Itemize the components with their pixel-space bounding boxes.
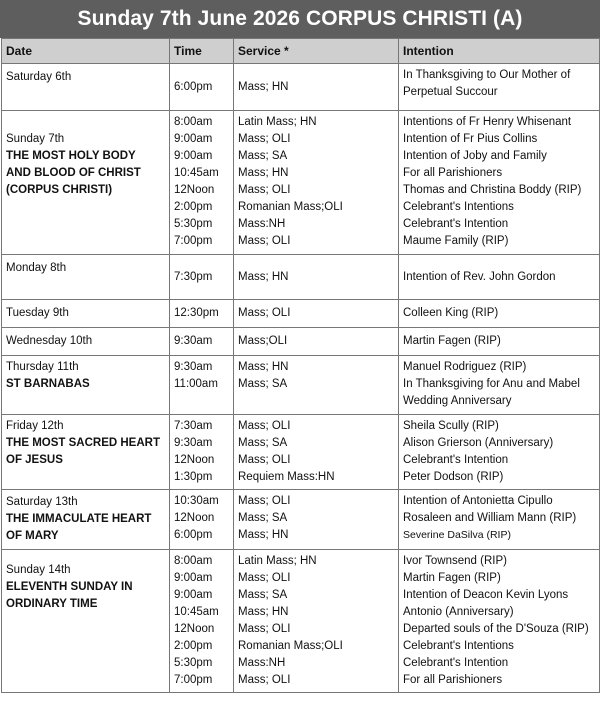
column-header-date: Date	[2, 39, 170, 64]
time-entry: 7:00pm	[174, 235, 213, 247]
time-entry: 12Noon	[174, 512, 215, 524]
intention-cell	[399, 415, 600, 490]
intention-entry: Peter Dodson (RIP)	[403, 471, 504, 483]
service-entry: Mass;OLI	[238, 335, 288, 347]
day-row	[2, 64, 600, 111]
date-cell	[2, 111, 170, 255]
time-entry: 2:00pm	[174, 640, 213, 652]
service-cell	[234, 328, 399, 356]
service-cell	[234, 255, 399, 300]
time-entry: 8:00am	[174, 555, 213, 567]
day-row	[2, 300, 600, 328]
intention-cell	[399, 328, 600, 356]
date-label: Thursday 11th	[6, 361, 79, 373]
time-entry: 8:00am	[174, 116, 213, 128]
intention-entry: Celebrant's Intention	[403, 218, 509, 230]
service-entry: Mass; SA	[238, 512, 288, 524]
time-entry: 10:45am	[174, 606, 219, 618]
feast-name: OF MARY	[6, 530, 59, 542]
date-label: Sunday 7th	[6, 133, 65, 145]
date-cell	[2, 550, 170, 693]
intention-entry: Intention of Deacon Kevin Lyons	[403, 589, 569, 601]
service-entry: Mass; HN	[238, 80, 289, 93]
intention-cell	[399, 255, 600, 300]
service-entry: Romanian Mass;OLI	[238, 640, 343, 652]
time-cell	[170, 415, 234, 490]
service-entry: Mass; HN	[238, 270, 289, 283]
day-row	[2, 550, 600, 693]
time-entry: 9:30am	[174, 335, 213, 347]
service-entry: Romanian Mass;OLI	[238, 201, 343, 213]
feast-name: THE IMMACULATE HEART	[6, 513, 152, 525]
time-entry: 10:30am	[174, 495, 219, 507]
time-entry: 12Noon	[174, 184, 215, 196]
service-cell	[234, 415, 399, 490]
service-entry: Mass; OLI	[238, 307, 291, 319]
intention-entry: Manuel Rodriguez (RIP)	[403, 361, 527, 373]
service-entry: Mass; HN	[238, 606, 289, 618]
intention-entry: Rosaleen and William Mann (RIP)	[403, 512, 577, 524]
time-entry: 7:00pm	[174, 674, 213, 686]
service-entry: Mass; SA	[238, 150, 288, 162]
intention-cell	[399, 300, 600, 328]
intention-entry: Maume Family (RIP)	[403, 235, 509, 247]
service-entry: Mass; OLI	[238, 495, 291, 507]
time-cell	[170, 328, 234, 356]
service-entry: Mass; OLI	[238, 623, 291, 635]
intention-entry: Thomas and Christina Boddy (RIP)	[403, 184, 582, 196]
feast-name: THE MOST SACRED HEART	[6, 437, 160, 449]
date-label: Friday 12th	[6, 420, 64, 432]
service-cell	[234, 64, 399, 111]
service-entry: Mass:NH	[238, 657, 286, 669]
intention-entry: Perpetual Succour	[403, 86, 498, 98]
intention-entry: Wedding Anniversary	[403, 395, 512, 407]
intention-cell	[399, 64, 600, 111]
day-row	[2, 356, 600, 415]
time-cell	[170, 255, 234, 300]
intention-entry: Celebrant's Intentions	[403, 640, 514, 652]
time-entry: 7:30am	[174, 420, 213, 432]
service-entry: Mass; OLI	[238, 454, 291, 466]
time-entry: 12Noon	[174, 454, 215, 466]
intention-cell	[399, 111, 600, 255]
service-entry: Mass; SA	[238, 437, 288, 449]
intention-entry: Celebrant's Intention	[403, 657, 509, 669]
date-label: Sunday 14th	[6, 564, 71, 576]
intention-entry: Sheila Scully (RIP)	[403, 420, 499, 432]
day-row	[2, 328, 600, 356]
service-entry: Mass; HN	[238, 167, 289, 179]
feast-name: ORDINARY TIME	[6, 598, 98, 610]
column-header-intention: Intention	[399, 39, 600, 64]
day-row	[2, 415, 600, 490]
intention-entry: Martin Fagen (RIP)	[403, 335, 501, 347]
service-entry: Mass; OLI	[238, 674, 291, 686]
day-row	[2, 111, 600, 255]
time-cell	[170, 111, 234, 255]
date-cell	[2, 415, 170, 490]
time-entry: 12:30pm	[174, 307, 219, 319]
time-entry: 9:00am	[174, 150, 213, 162]
service-entry: Mass; OLI	[238, 420, 291, 432]
feast-name: THE MOST HOLY BODY	[6, 150, 136, 162]
time-cell	[170, 550, 234, 693]
intention-entry: Intention of Fr Pius Collins	[403, 133, 538, 145]
service-cell	[234, 356, 399, 415]
date-label: Monday 8th	[6, 262, 67, 274]
page-title: Sunday 7th June 2026 CORPUS CHRISTI (A)	[0, 0, 600, 38]
service-entry: Mass; SA	[238, 378, 288, 390]
service-entry: Mass; HN	[238, 361, 289, 373]
intention-cell	[399, 356, 600, 415]
service-cell	[234, 111, 399, 255]
day-row	[2, 255, 600, 300]
feast-name: ELEVENTH SUNDAY IN	[6, 581, 133, 593]
time-entry: 12Noon	[174, 623, 215, 635]
feast-name: ST BARNABAS	[6, 378, 90, 390]
intention-entry: Martin Fagen (RIP)	[403, 572, 501, 584]
service-cell	[234, 550, 399, 693]
service-cell	[234, 300, 399, 328]
intention-entry: Colleen King (RIP)	[403, 307, 499, 319]
header-row	[2, 39, 600, 64]
time-entry: 9:00am	[174, 133, 213, 145]
time-entry: 9:30am	[174, 361, 213, 373]
intention-entry: In Thanksgiving to Our Mother of	[403, 69, 571, 81]
intention-entry: For all Parishioners	[403, 674, 503, 686]
feast-name: (CORPUS CHRISTI)	[6, 184, 113, 196]
service-cell	[234, 490, 399, 550]
service-entry: Requiem Mass:HN	[238, 471, 335, 483]
intention-entry: Severine DaSilva (RIP)	[403, 529, 511, 541]
date-cell	[2, 64, 170, 111]
time-entry: 9:00am	[174, 572, 213, 584]
service-entry: Latin Mass; HN	[238, 116, 317, 128]
feast-name: OF JESUS	[6, 454, 63, 466]
intention-entry: Celebrant's Intention	[403, 454, 509, 466]
time-entry: 2:00pm	[174, 201, 213, 213]
column-header-time: Time	[170, 39, 234, 64]
service-entry: Mass; HN	[238, 529, 289, 541]
intention-entry: Antonio (Anniversary)	[403, 606, 514, 618]
service-entry: Latin Mass; HN	[238, 555, 317, 567]
time-entry: 5:30pm	[174, 657, 213, 669]
time-cell	[170, 490, 234, 550]
date-label: Tuesday 9th	[6, 307, 69, 319]
time-entry: 1:30pm	[174, 471, 213, 483]
time-entry: 7:30pm	[174, 270, 213, 283]
service-entry: Mass; OLI	[238, 184, 291, 196]
service-entry: Mass; SA	[238, 589, 288, 601]
time-cell	[170, 300, 234, 328]
intention-entry: Departed souls of the D'Souza (RIP)	[403, 623, 589, 635]
feast-name: AND BLOOD OF CHRIST	[6, 167, 141, 179]
date-cell	[2, 328, 170, 356]
intention-cell	[399, 550, 600, 693]
service-entry: Mass; OLI	[238, 133, 291, 145]
intention-entry: Ivor Townsend (RIP)	[403, 555, 507, 567]
date-label: Saturday 6th	[6, 71, 72, 83]
service-entry: Mass; OLI	[238, 235, 291, 247]
time-cell	[170, 64, 234, 111]
time-entry: 11:00am	[174, 378, 218, 390]
intention-entry: In Thanksgiving for Anu and Mabel	[403, 378, 580, 390]
date-cell	[2, 300, 170, 328]
date-label: Saturday 13th	[6, 496, 78, 508]
time-entry: 9:00am	[174, 589, 213, 601]
date-label: Wednesday 10th	[6, 335, 93, 347]
service-entry: Mass:NH	[238, 218, 286, 230]
time-entry: 10:45am	[174, 167, 219, 179]
intention-entry: Intention of Antonietta Cipullo	[403, 495, 553, 507]
service-entry: Mass; OLI	[238, 572, 291, 584]
time-entry: 5:30pm	[174, 218, 213, 230]
time-cell	[170, 356, 234, 415]
intention-entry: Intention of Rev. John Gordon	[403, 270, 556, 283]
time-entry: 6:00pm	[174, 529, 213, 541]
intention-entry: Intention of Joby and Family	[403, 150, 547, 162]
date-cell	[2, 356, 170, 415]
date-cell	[2, 490, 170, 550]
date-cell	[2, 255, 170, 300]
intention-entry: Intentions of Fr Henry Whisenant	[403, 116, 572, 128]
day-row	[2, 490, 600, 550]
intention-entry: Celebrant's Intentions	[403, 201, 514, 213]
time-entry: 6:00pm	[174, 80, 213, 93]
column-header-service: Service *	[234, 39, 399, 64]
time-entry: 9:30am	[174, 437, 213, 449]
intention-cell	[399, 490, 600, 550]
intention-entry: For all Parishioners	[403, 167, 503, 179]
mass-schedule-table	[1, 38, 600, 693]
intention-entry: Alison Grierson (Anniversary)	[403, 437, 554, 449]
